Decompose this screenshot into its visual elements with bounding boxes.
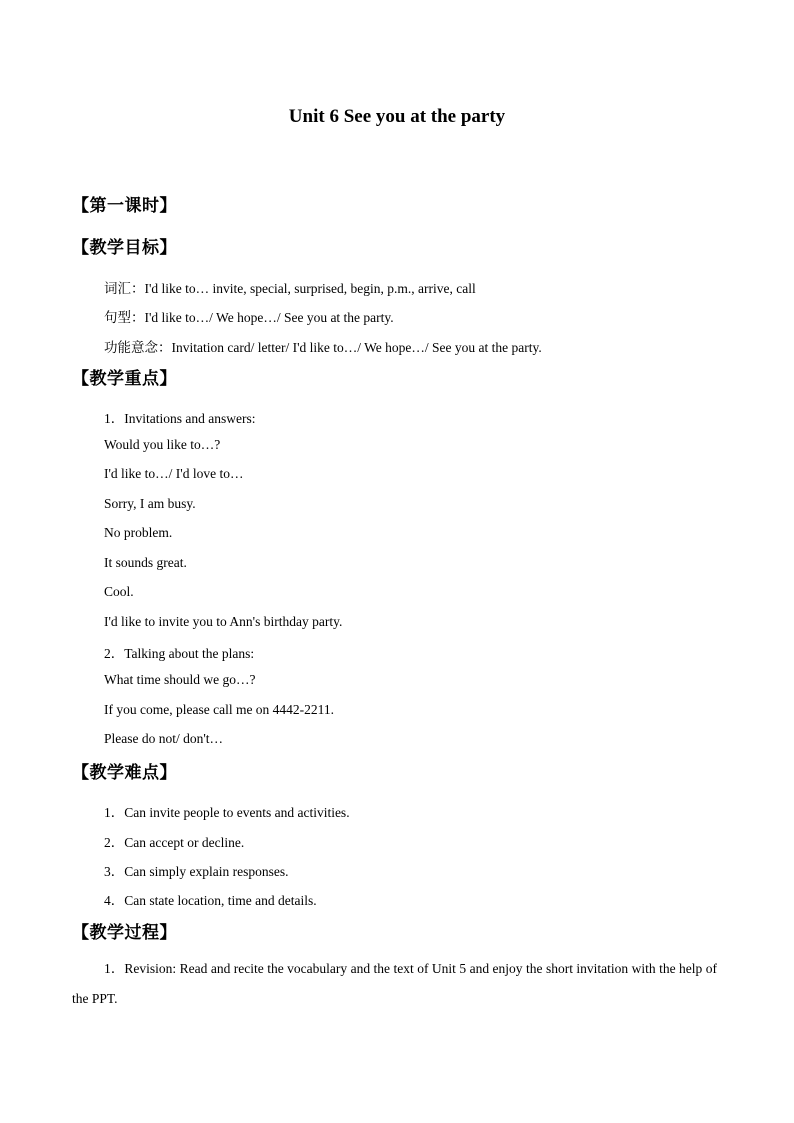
key-point-line: It sounds great. xyxy=(104,555,187,570)
difficulty-line: 3．Can simply explain responses. xyxy=(104,864,289,879)
difficulty-line: 2．Can accept or decline. xyxy=(104,835,245,850)
key-points-heading: 【教学重点】 xyxy=(72,369,177,389)
key-point-line: I'd like to invite you to Ann's birthday party. xyxy=(104,614,343,629)
key-point-line: 2．Talking about the plans: xyxy=(104,646,255,661)
vocabulary-line: 词汇：I'd like to… invite, special, surprised, begin, p.m., arrive, call xyxy=(104,281,476,296)
key-point-line: Please do not/ don't… xyxy=(104,731,224,746)
function-line: 功能意念：Invitation card/ letter/ I'd like to…/ We hope…/ See you at the party. xyxy=(104,340,542,355)
difficulties-heading: 【教学难点】 xyxy=(72,763,177,783)
difficulty-line: 1．Can invite people to events and activities. xyxy=(104,805,350,820)
key-point-line: No problem. xyxy=(104,525,173,540)
lesson-heading: 【第一课时】 xyxy=(72,196,177,216)
process-heading: 【教学过程】 xyxy=(72,923,177,943)
key-point-line: What time should we go…? xyxy=(104,672,256,687)
process-paragraph: 1．Revision: Read and recite the vocabulary and the text of Unit 5 and enjoy the short invitation with the help of the PPT. xyxy=(72,961,717,1006)
difficulty-line: 4．Can state location, time and details. xyxy=(104,893,317,908)
key-point-line: I'd like to…/ I'd love to… xyxy=(104,466,244,481)
document-title: Unit 6 See you at the party xyxy=(288,106,506,127)
key-point-line: 1．Invitations and answers: xyxy=(104,411,256,426)
key-point-line: Sorry, I am busy. xyxy=(104,496,196,511)
key-point-line: If you come, please call me on 4442-2211. xyxy=(104,702,335,717)
objectives-heading: 【教学目标】 xyxy=(72,238,177,258)
key-point-line: Would you like to…? xyxy=(104,437,221,452)
sentence-pattern-line: 句型：I'd like to…/ We hope…/ See you at the party. xyxy=(104,310,394,325)
key-point-line: Cool. xyxy=(104,584,134,599)
